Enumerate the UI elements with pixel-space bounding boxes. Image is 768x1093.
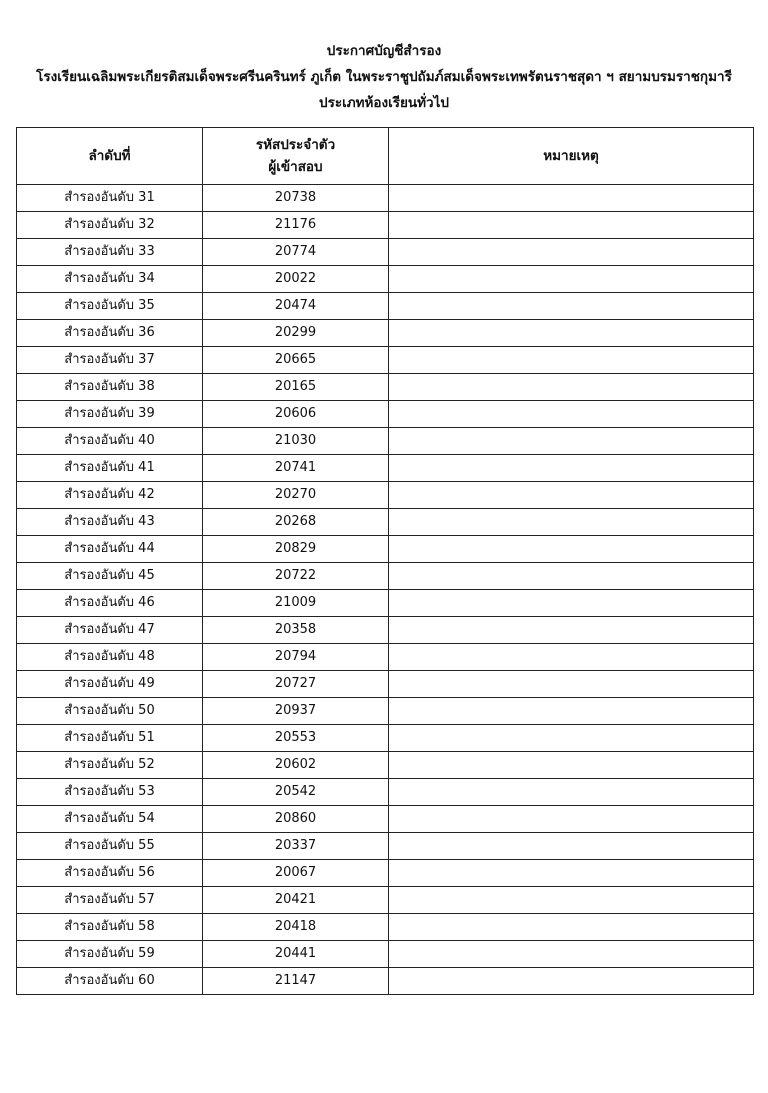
note-cell xyxy=(389,644,754,671)
rank-cell: สำรองอันดับ 37 xyxy=(17,347,203,374)
exam-id-cell: 20270 xyxy=(203,482,389,509)
table-row xyxy=(17,941,754,968)
exam-id-cell: 20165 xyxy=(203,374,389,401)
table-row xyxy=(17,536,754,563)
rank-cell: สำรองอันดับ 44 xyxy=(17,536,203,563)
exam-id-cell: 20665 xyxy=(203,347,389,374)
rank-cell: สำรองอันดับ 35 xyxy=(17,293,203,320)
table-row xyxy=(17,887,754,914)
note-cell xyxy=(389,320,754,347)
rank-cell: สำรองอันดับ 60 xyxy=(17,968,203,995)
note-cell xyxy=(389,482,754,509)
exam-id-cell: 20741 xyxy=(203,455,389,482)
table-row xyxy=(17,725,754,752)
note-cell xyxy=(389,266,754,293)
exam-id-cell: 20829 xyxy=(203,536,389,563)
rank-cell: สำรองอันดับ 46 xyxy=(17,590,203,617)
note-cell xyxy=(389,968,754,995)
note-cell xyxy=(389,374,754,401)
rank-cell: สำรองอันดับ 41 xyxy=(17,455,203,482)
exam-id-cell: 20937 xyxy=(203,698,389,725)
note-cell xyxy=(389,293,754,320)
rank-cell: สำรองอันดับ 31 xyxy=(17,185,203,212)
note-cell xyxy=(389,401,754,428)
rank-cell: สำรองอันดับ 51 xyxy=(17,725,203,752)
table-row xyxy=(17,914,754,941)
exam-id-cell: 20299 xyxy=(203,320,389,347)
table-row xyxy=(17,779,754,806)
exam-id-cell: 21176 xyxy=(203,212,389,239)
exam-id-cell: 20441 xyxy=(203,941,389,968)
note-cell xyxy=(389,887,754,914)
school-name: โรงเรียนเฉลิมพระเกียรติสมเด็จพระศรีนครินทร์ ภูเก็ต ในพระราชูปถัมภ์สมเด็จพระเทพรัตนราชสุดา ฯ สยามบรมราชกุมารี xyxy=(36,69,732,85)
table-row xyxy=(17,293,754,320)
note-cell xyxy=(389,347,754,374)
table-row xyxy=(17,806,754,833)
rank-cell: สำรองอันดับ 33 xyxy=(17,239,203,266)
exam-id-cell: 20421 xyxy=(203,887,389,914)
rank-cell: สำรองอันดับ 57 xyxy=(17,887,203,914)
rank-cell: สำรองอันดับ 45 xyxy=(17,563,203,590)
note-cell xyxy=(389,428,754,455)
table-row xyxy=(17,212,754,239)
exam-id-cell: 20860 xyxy=(203,806,389,833)
table-row xyxy=(17,185,754,212)
exam-id-cell: 20268 xyxy=(203,509,389,536)
document-header xyxy=(0,38,768,116)
exam-id-cell: 21009 xyxy=(203,590,389,617)
rank-cell: สำรองอันดับ 47 xyxy=(17,617,203,644)
exam-id-cell: 20774 xyxy=(203,239,389,266)
note-cell xyxy=(389,752,754,779)
note-cell xyxy=(389,671,754,698)
exam-id-cell: 20722 xyxy=(203,563,389,590)
table-row xyxy=(17,833,754,860)
exam-id-cell: 20738 xyxy=(203,185,389,212)
table-body xyxy=(17,185,754,995)
table-row xyxy=(17,698,754,725)
rank-cell: สำรองอันดับ 53 xyxy=(17,779,203,806)
note-cell xyxy=(389,509,754,536)
table-row xyxy=(17,401,754,428)
rank-cell: สำรองอันดับ 42 xyxy=(17,482,203,509)
note-cell xyxy=(389,455,754,482)
note-cell xyxy=(389,536,754,563)
exam-id-cell: 20553 xyxy=(203,725,389,752)
rank-cell: สำรองอันดับ 49 xyxy=(17,671,203,698)
exam-id-cell: 20602 xyxy=(203,752,389,779)
exam-id-cell: 20606 xyxy=(203,401,389,428)
rank-cell: สำรองอันดับ 52 xyxy=(17,752,203,779)
exam-id-cell: 20067 xyxy=(203,860,389,887)
note-cell xyxy=(389,941,754,968)
note-cell xyxy=(389,833,754,860)
column-header-note: หมายเหตุ xyxy=(389,128,754,185)
rank-cell: สำรองอันดับ 55 xyxy=(17,833,203,860)
note-cell xyxy=(389,212,754,239)
rank-cell: สำรองอันดับ 39 xyxy=(17,401,203,428)
table-row xyxy=(17,968,754,995)
table-row xyxy=(17,347,754,374)
rank-cell: สำรองอันดับ 40 xyxy=(17,428,203,455)
table-row xyxy=(17,374,754,401)
rank-cell: สำรองอันดับ 36 xyxy=(17,320,203,347)
note-cell xyxy=(389,806,754,833)
table-row xyxy=(17,428,754,455)
rank-cell: สำรองอันดับ 56 xyxy=(17,860,203,887)
exam-id-cell: 20418 xyxy=(203,914,389,941)
exam-id-cell: 20542 xyxy=(203,779,389,806)
document-title: ประกาศบัญชีสำรอง xyxy=(326,43,442,59)
exam-id-cell: 20337 xyxy=(203,833,389,860)
rank-cell: สำรองอันดับ 32 xyxy=(17,212,203,239)
exam-id-cell: 20794 xyxy=(203,644,389,671)
rank-cell: สำรองอันดับ 43 xyxy=(17,509,203,536)
note-cell xyxy=(389,590,754,617)
rank-cell: สำรองอันดับ 48 xyxy=(17,644,203,671)
table-row xyxy=(17,617,754,644)
exam-id-cell: 21147 xyxy=(203,968,389,995)
note-cell xyxy=(389,725,754,752)
class-category: ประเภทห้องเรียนทั่วไป xyxy=(319,95,449,111)
table-row xyxy=(17,320,754,347)
table-row xyxy=(17,509,754,536)
table-row xyxy=(17,482,754,509)
table-row xyxy=(17,644,754,671)
exam-id-cell: 21030 xyxy=(203,428,389,455)
table-header-row xyxy=(17,128,754,185)
note-cell xyxy=(389,779,754,806)
note-cell xyxy=(389,239,754,266)
table-row xyxy=(17,455,754,482)
rank-cell: สำรองอันดับ 38 xyxy=(17,374,203,401)
table-row xyxy=(17,563,754,590)
note-cell xyxy=(389,617,754,644)
note-cell xyxy=(389,698,754,725)
table-row xyxy=(17,752,754,779)
table-row xyxy=(17,590,754,617)
rank-cell: สำรองอันดับ 58 xyxy=(17,914,203,941)
exam-id-cell: 20474 xyxy=(203,293,389,320)
note-cell xyxy=(389,185,754,212)
table-row xyxy=(17,239,754,266)
column-header-exam-id: รหัสประจำตัว ผู้เข้าสอบ xyxy=(203,128,389,185)
exam-id-cell: 20022 xyxy=(203,266,389,293)
rank-cell: สำรองอันดับ 34 xyxy=(17,266,203,293)
exam-id-cell: 20358 xyxy=(203,617,389,644)
rank-cell: สำรองอันดับ 54 xyxy=(17,806,203,833)
table-row xyxy=(17,671,754,698)
rank-cell: สำรองอันดับ 50 xyxy=(17,698,203,725)
table-row xyxy=(17,266,754,293)
note-cell xyxy=(389,563,754,590)
reserve-list-table xyxy=(16,127,754,995)
exam-id-cell: 20727 xyxy=(203,671,389,698)
note-cell xyxy=(389,860,754,887)
rank-cell: สำรองอันดับ 59 xyxy=(17,941,203,968)
column-header-rank: ลำดับที่ xyxy=(17,128,203,185)
table-row xyxy=(17,860,754,887)
note-cell xyxy=(389,914,754,941)
